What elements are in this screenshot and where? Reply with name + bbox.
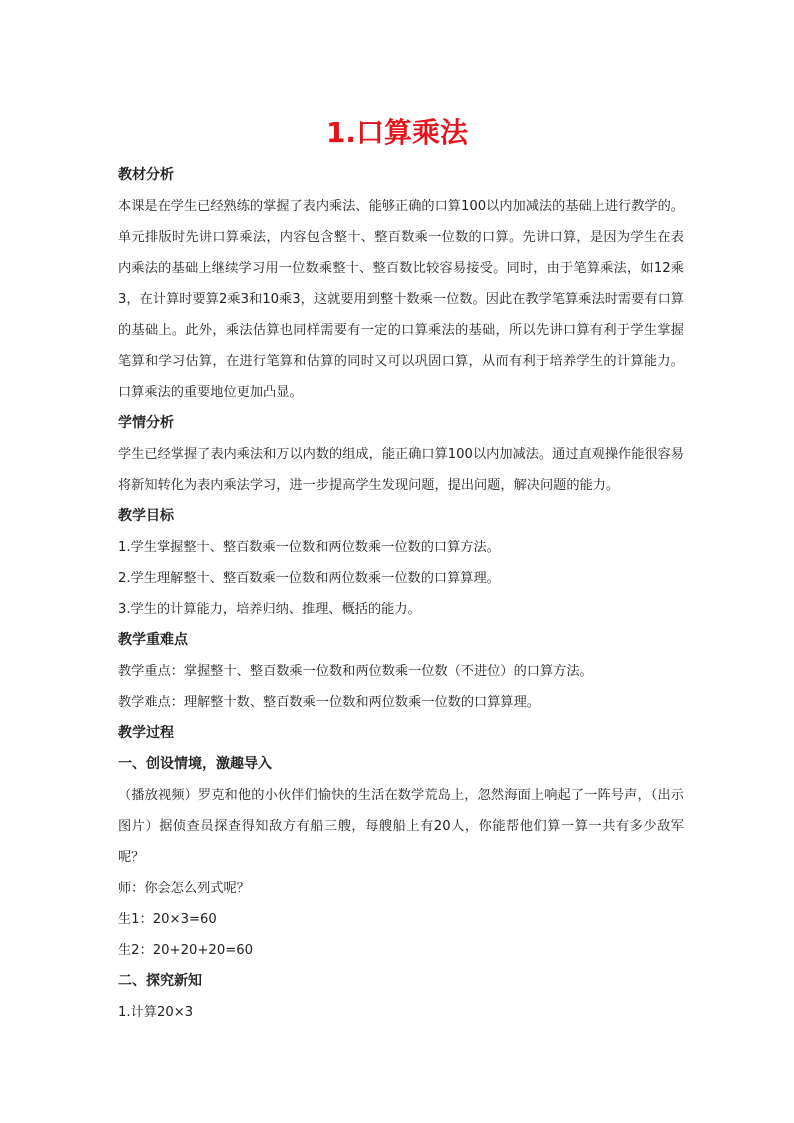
step-heading-intro: 一、创设情境，激趣导入: [118, 756, 272, 772]
step-heading-explore: 二、探究新知: [118, 973, 202, 989]
intro-paragraph: （播放视频）罗克和他的小伙伴们愉快的生活在数学荒岛上，忽然海面上响起了一阵号声，（出示图片）据侦查员探查得知敌方有船三艘，每艘船上有20人，你能帮他们算一算一共有多少敌军呢？: [118, 788, 684, 865]
section-heading-process: 教学过程: [118, 725, 174, 741]
key-point-item: 教学难点：理解整十数、整百数乘一位数和两位数乘一位数的口算算理。: [118, 695, 540, 710]
dialogue-line: 生2：20+20+20=60: [118, 943, 254, 958]
goal-item: 3.学生的计算能力，培养归纳、推理、概括的能力。: [118, 602, 421, 617]
goal-item: 1.学生掌握整十、整百数乘一位数和两位数乘一位数的口算方法。: [118, 540, 500, 555]
learner-paragraph: 学生已经掌握了表内乘法和万以内数的组成，能正确口算100以内加减法。通过直观操作能很容易将新知转化为表内乘法学习，进一步提高学生发现问题，提出问题，解决问题的能力。: [118, 447, 684, 493]
document-title: 1.口算乘法: [325, 116, 469, 149]
document-body: [118, 160, 684, 1028]
explore-line: 1.计算20×3: [118, 1005, 194, 1020]
dialogue-line: 生1：20×3=60: [118, 912, 217, 927]
section-heading-key-points: 教学重难点: [118, 632, 188, 648]
section-heading-analysis: 教材分析: [118, 167, 174, 183]
dialogue-line: 师：你会怎么列式呢？: [118, 881, 250, 896]
key-point-item: 教学重点：掌握整十、整百数乘一位数和两位数乘一位数（不进位）的口算方法。: [118, 664, 593, 679]
section-heading-learner: 学情分析: [118, 415, 174, 431]
section-heading-goals: 教学目标: [118, 508, 174, 524]
analysis-paragraph: 本课是在学生已经熟练的掌握了表内乘法、能够正确的口算100以内加减法的基础上进行教学的。单元排版时先讲口算乘法，内容包含整十、整百数乘一位数的口算。先讲口算，是因为学生在表内乘法的基础上继续学习用一位数乘整十、整百数比较容易接受。同时，由于笔算乘法，如12乘3，在计算时要算2乘3和10乘3，这就要用到整十数乘一位数。因此在教学笔算乘法时需要有口算的基础上。此外，乘法估算也同样需要有一定的口算乘法的基础，所以先讲口算有利于学生掌握笔算和学习估算，在进行笔算和估算的同时又可以巩固口算，从而有利于培养学生的计算能力。口算乘法的重要地位更加凸显。: [118, 199, 684, 400]
goal-item: 2.学生理解整十、整百数乘一位数和两位数乘一位数的口算算理。: [118, 571, 500, 586]
